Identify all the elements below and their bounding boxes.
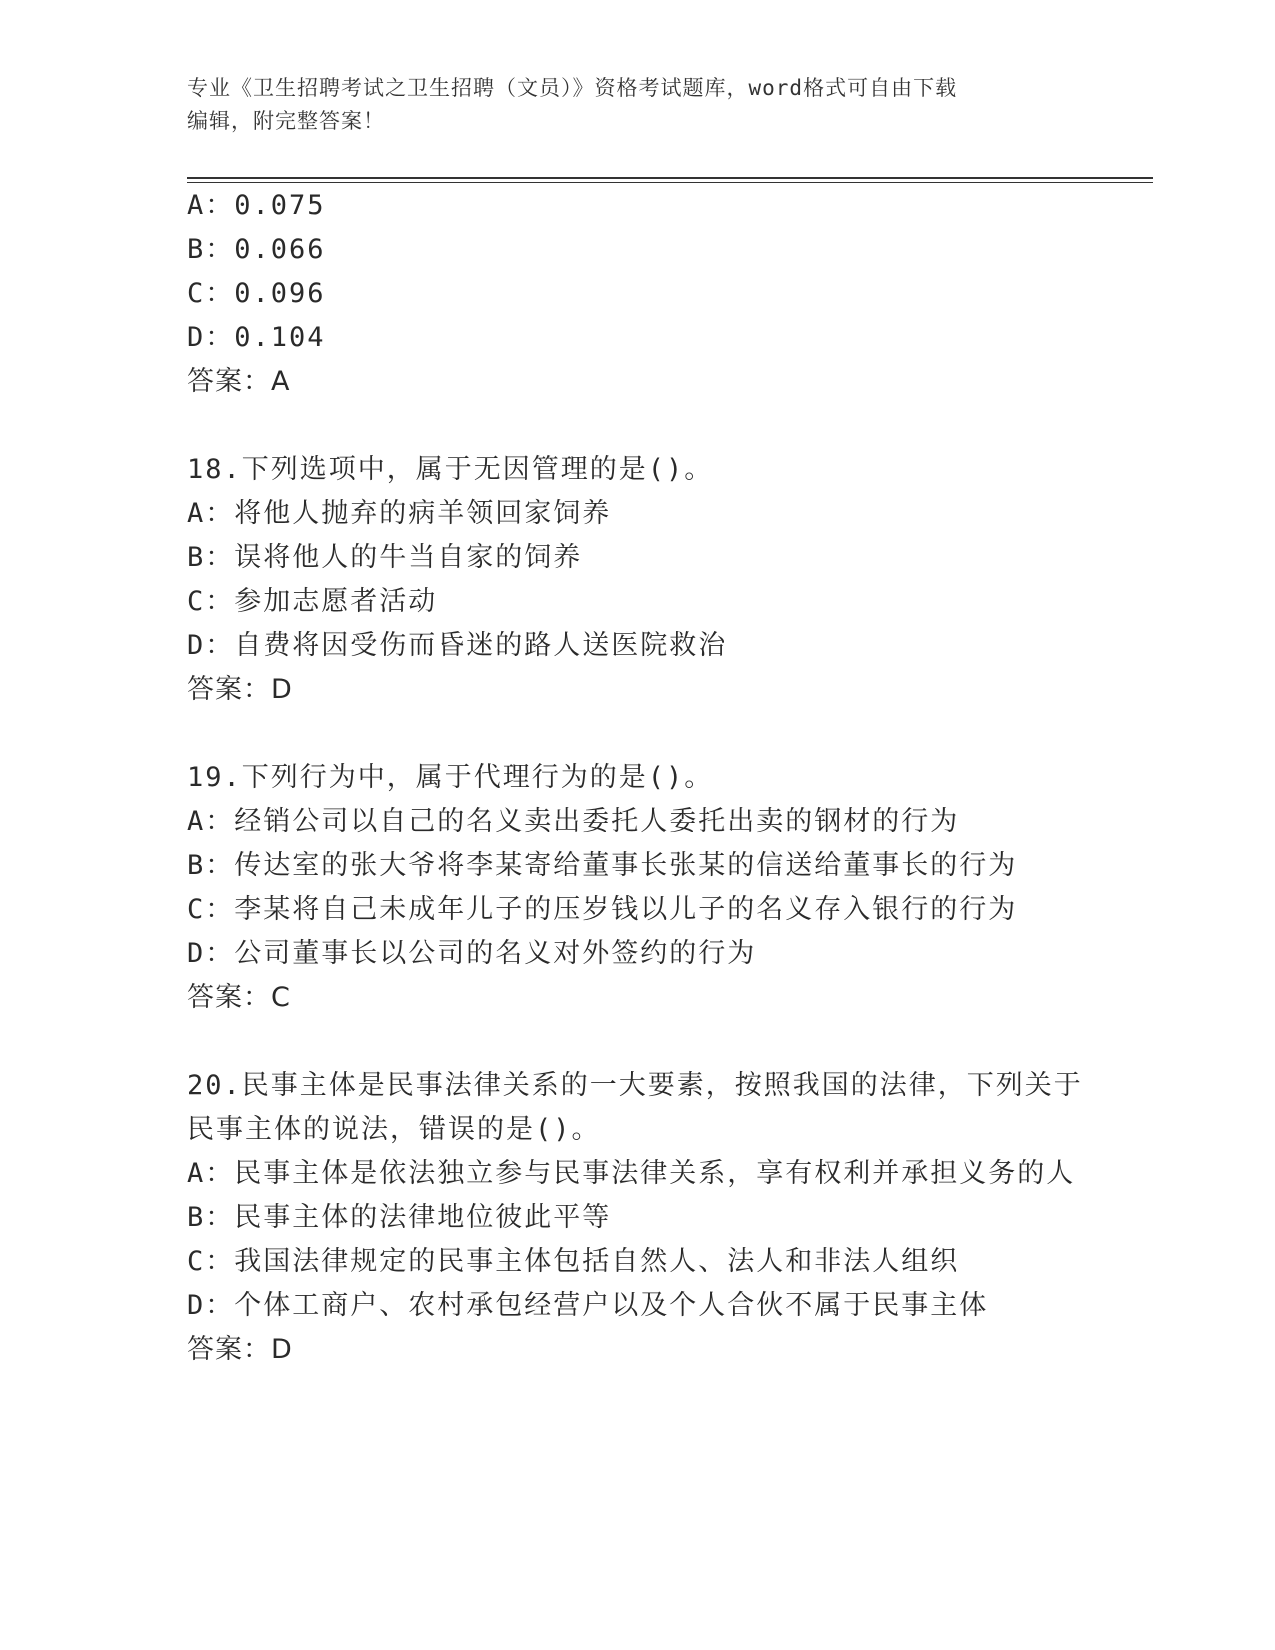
q18-option-c: C：参加志愿者活动 xyxy=(187,586,438,617)
q17-option-c: C：0.096 xyxy=(187,278,326,309)
q19-answer: 答案：C xyxy=(187,982,291,1013)
header-line-1: 专业《卫生招聘考试之卫生招聘（文员）》资格考试题库，word格式可自由下载 xyxy=(187,76,958,100)
q17-option-a: A：0.075 xyxy=(187,190,326,221)
q20-option-b: B：民事主体的法律地位彼此平等 xyxy=(187,1202,612,1233)
header-divider-thin xyxy=(187,182,1153,183)
q20-question-line-1: 20.民事主体是民事法律关系的一大要素，按照我国的法律，下列关于 xyxy=(187,1070,1083,1101)
q20-option-d: D：个体工商户、农村承包经营户以及个人合伙不属于民事主体 xyxy=(187,1290,989,1321)
q20-question-line-2: 民事主体的说法，错误的是()。 xyxy=(187,1114,601,1145)
q19-option-a: A：经销公司以自己的名义卖出委托人委托出卖的钢材的行为 xyxy=(187,806,960,837)
header-divider xyxy=(187,177,1153,179)
q19-option-c: C：李某将自己未成年儿子的压岁钱以儿子的名义存入银行的行为 xyxy=(187,894,1018,925)
q18-question: 18.下列选项中，属于无因管理的是()。 xyxy=(187,454,714,485)
q17-option-d: D：0.104 xyxy=(187,322,326,353)
q19-question: 19.下列行为中，属于代理行为的是()。 xyxy=(187,762,714,793)
q18-option-d: D：自费将因受伤而昏迷的路人送医院救治 xyxy=(187,630,728,661)
q19-option-d: D：公司董事长以公司的名义对外签约的行为 xyxy=(187,938,757,969)
q20-option-a: A：民事主体是依法独立参与民事法律关系，享有权利并承担义务的人 xyxy=(187,1158,1076,1189)
q17-option-b: B：0.066 xyxy=(187,234,326,265)
q18-option-a: A：将他人抛弃的病羊领回家饲养 xyxy=(187,498,612,529)
q18-answer: 答案：D xyxy=(187,674,293,705)
q19-option-b: B：传达室的张大爷将李某寄给董事长张某的信送给董事长的行为 xyxy=(187,850,1018,881)
q20-answer: 答案：D xyxy=(187,1334,293,1365)
q20-option-c: C：我国法律规定的民事主体包括自然人、法人和非法人组织 xyxy=(187,1246,960,1277)
q17-answer: 答案：A xyxy=(187,366,291,397)
header-line-2: 编辑，附完整答案！ xyxy=(187,109,385,133)
document-header xyxy=(187,72,1067,138)
q18-option-b: B：误将他人的牛当自家的饲养 xyxy=(187,542,583,573)
